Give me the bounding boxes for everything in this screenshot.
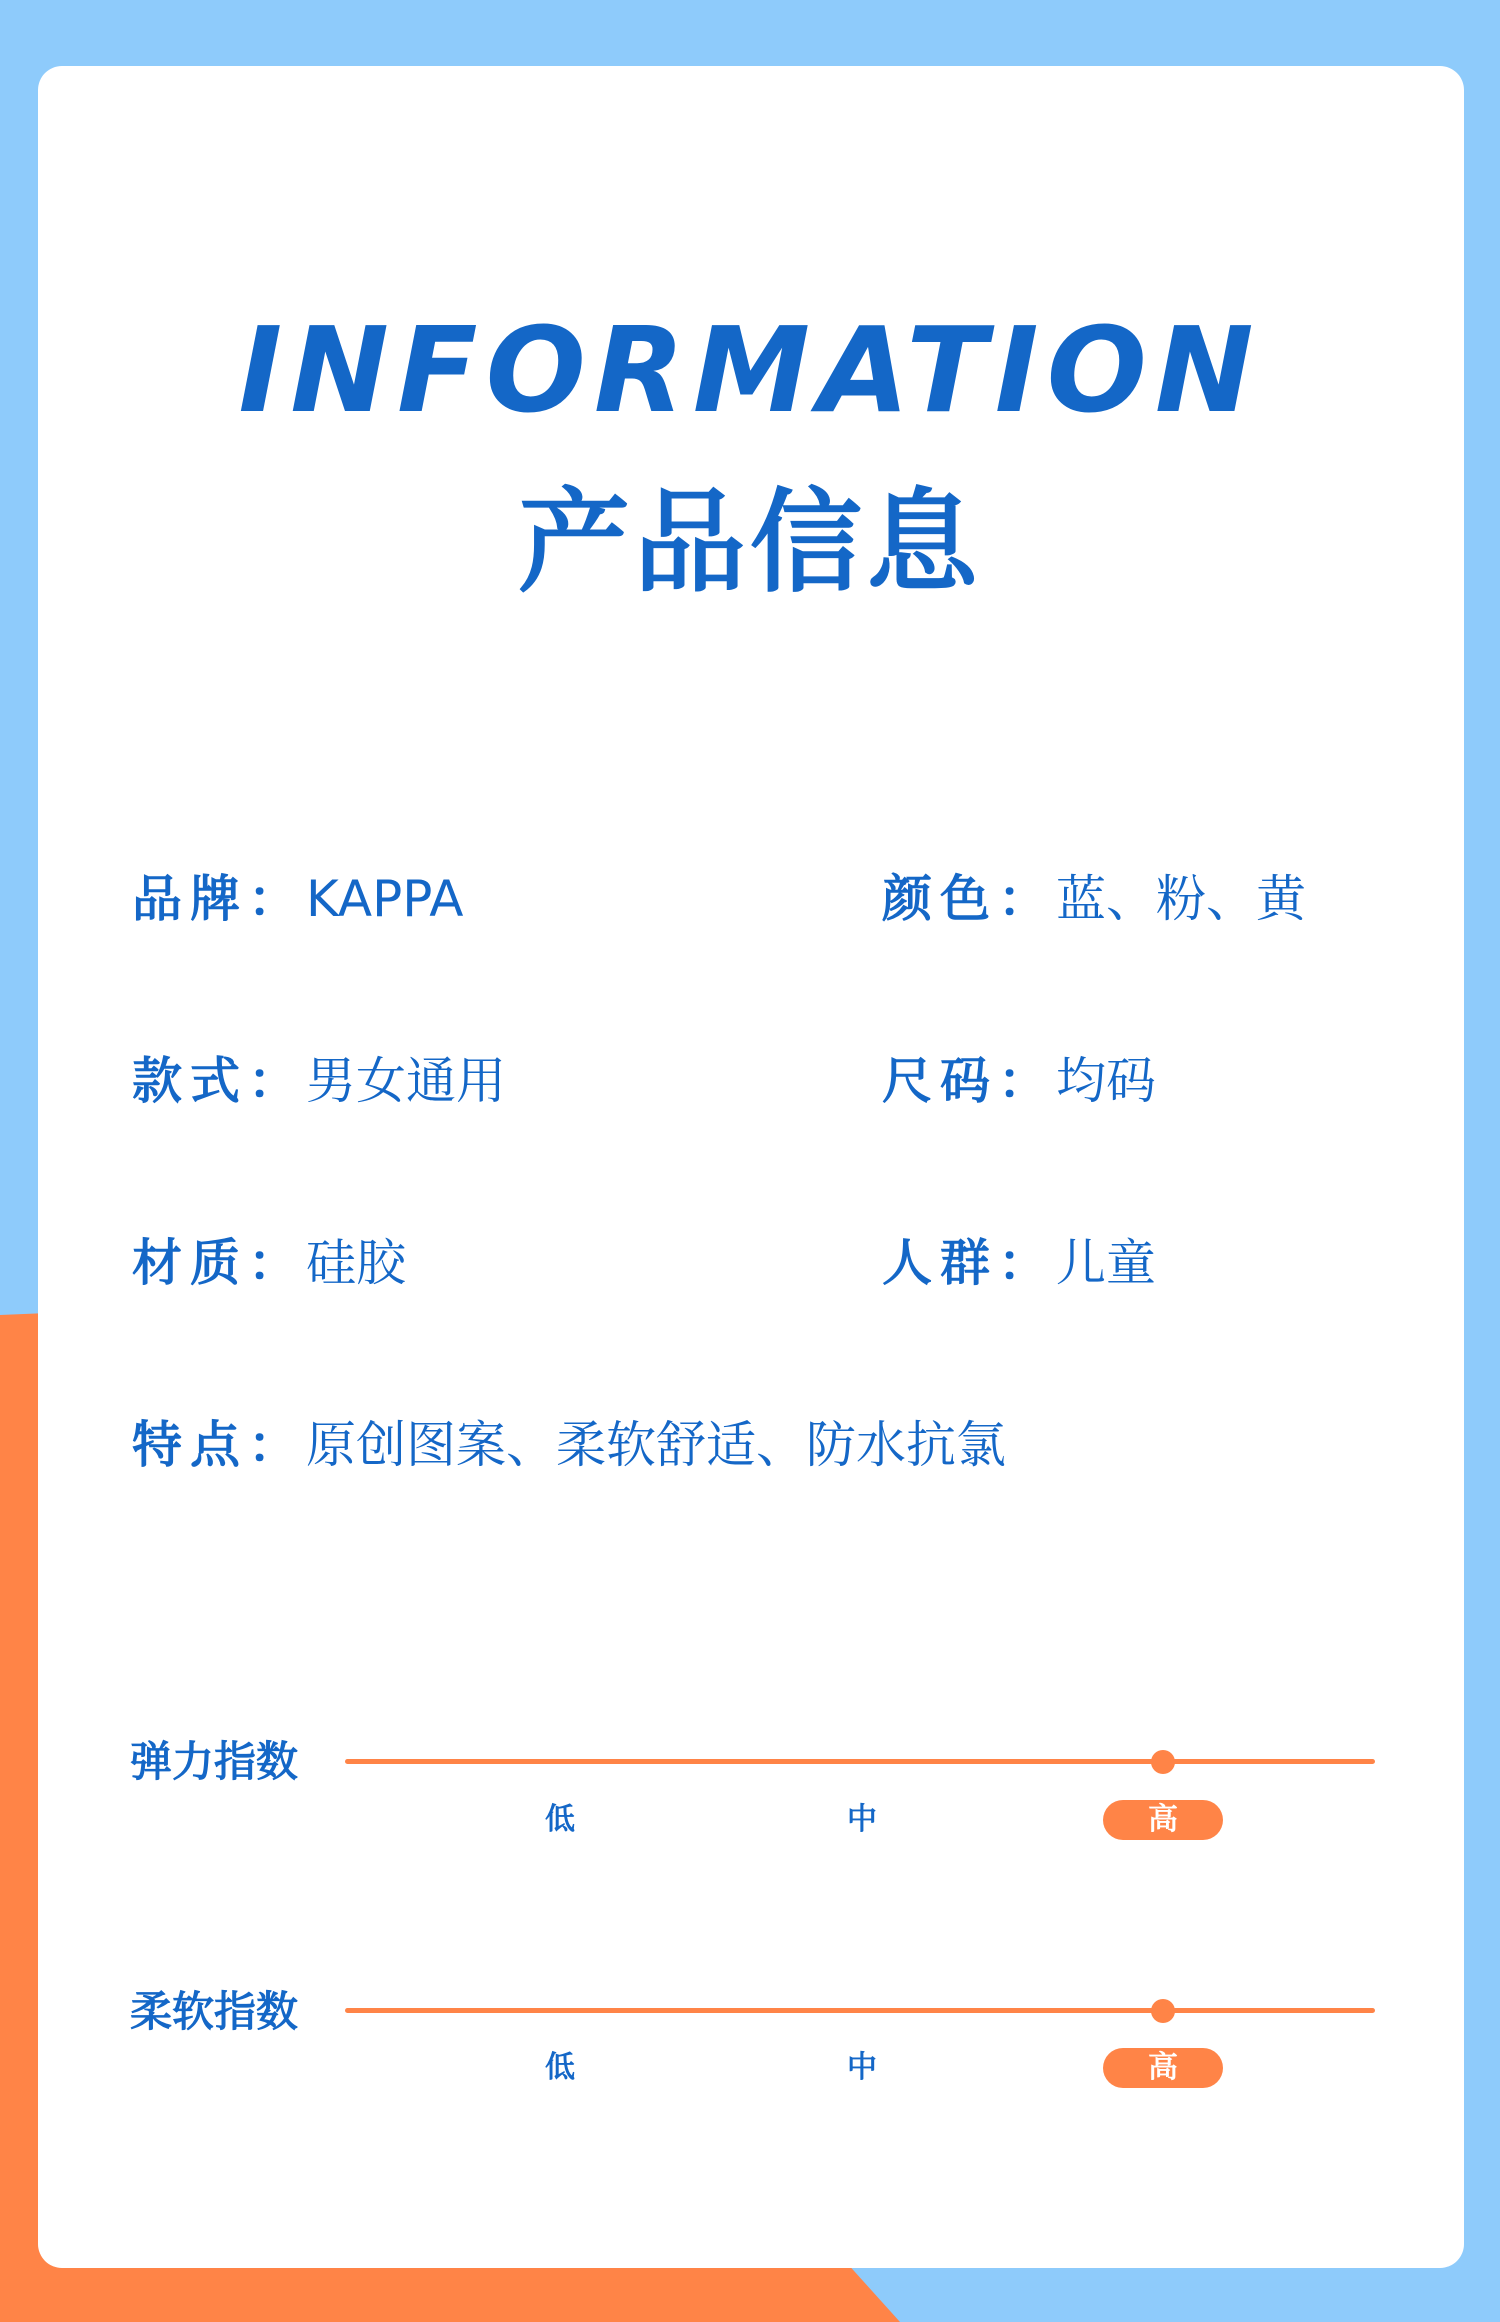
- softness-scale-label: 柔软指数: [130, 1987, 299, 2036]
- info-style-label: 款式：: [132, 1052, 306, 1110]
- info-color-label: 颜色：: [882, 870, 1056, 928]
- info-features-value: 原创图案、柔软舒适、防水抗氯: [306, 1416, 1006, 1474]
- elasticity-tick-mid: 中: [847, 1802, 877, 1837]
- info-brand: [132, 866, 463, 932]
- info-material-value: 硅胶: [306, 1234, 406, 1292]
- info-color-value: 蓝、粉、黄: [1056, 870, 1306, 928]
- elasticity-tick-high: 高: [1103, 1800, 1223, 1840]
- elasticity-tick-low: 低: [545, 1802, 575, 1837]
- info-style: [132, 1048, 506, 1114]
- info-features-label: 特点：: [132, 1416, 306, 1474]
- info-color: [882, 866, 1306, 932]
- elasticity-scale-marker: [1151, 1750, 1175, 1774]
- info-material: [132, 1230, 406, 1296]
- softness-scale-track: [345, 2008, 1375, 2013]
- title-chinese: 产品信息: [518, 478, 982, 608]
- info-style-value: 男女通用: [306, 1052, 506, 1110]
- info-features: [132, 1412, 1006, 1478]
- info-brand-label: 品牌：: [132, 870, 306, 928]
- softness-tick-low: 低: [545, 2050, 575, 2085]
- info-size-value: 均码: [1056, 1052, 1156, 1110]
- softness-tick-high: 高: [1103, 2048, 1223, 2088]
- info-crowd-value: 儿童: [1056, 1234, 1156, 1292]
- info-material-label: 材质：: [132, 1234, 306, 1292]
- softness-tick-mid: 中: [847, 2050, 877, 2085]
- softness-scale-marker: [1151, 1999, 1175, 2023]
- info-crowd: [882, 1230, 1156, 1296]
- info-size: [882, 1048, 1156, 1114]
- info-size-label: 尺码：: [882, 1052, 1056, 1110]
- info-brand-value: KAPPA: [306, 870, 464, 928]
- elasticity-scale-label: 弹力指数: [130, 1737, 299, 1786]
- info-crowd-label: 人群：: [882, 1234, 1056, 1292]
- title-english: INFORMATION: [238, 301, 1262, 439]
- elasticity-scale-track: [345, 1759, 1375, 1764]
